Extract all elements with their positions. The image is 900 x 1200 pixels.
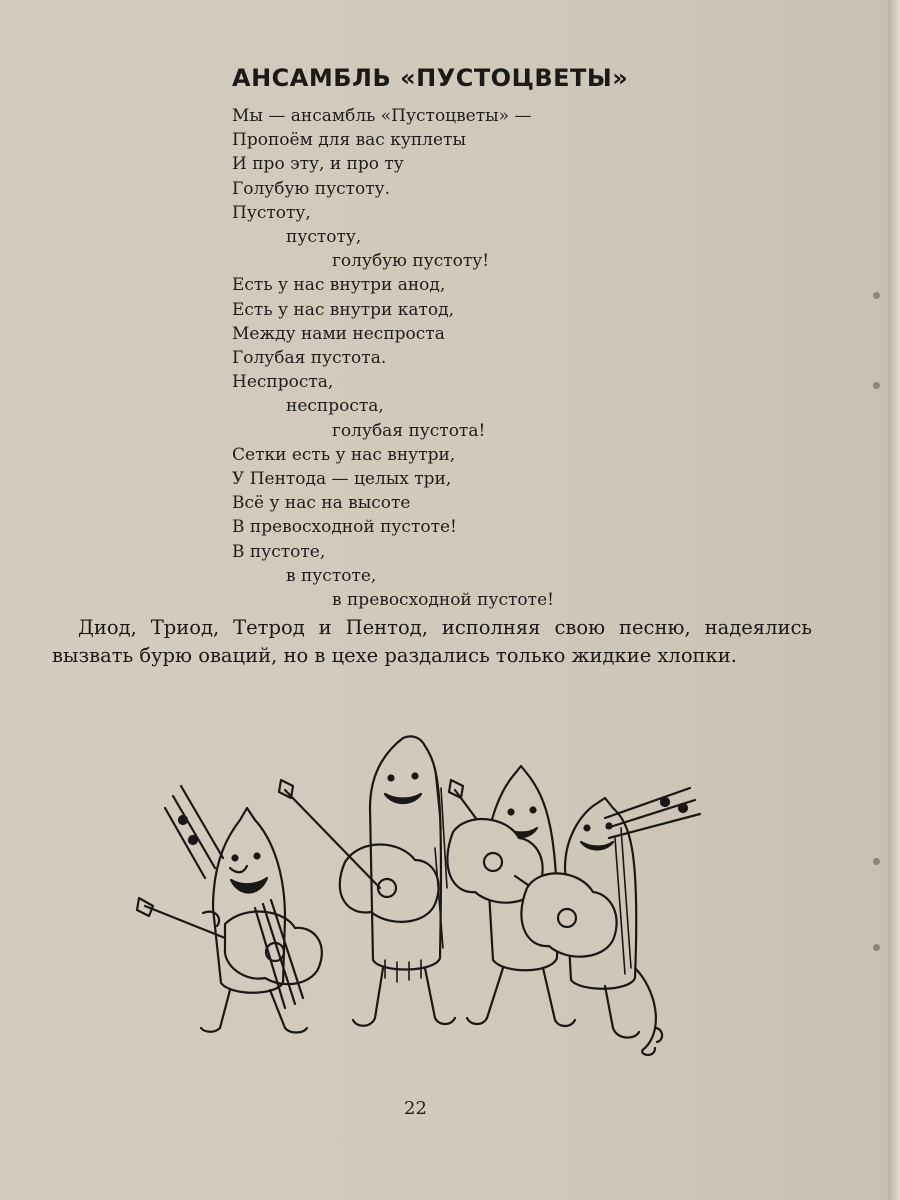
poem-line: И про эту, и про ту (232, 154, 404, 175)
binding-hole (873, 944, 880, 951)
poem-line: В пустоте, (232, 541, 326, 562)
vacuum-tube-guitar-band-illustration (135, 728, 715, 1068)
poem-line: Есть у нас внутри анод, (232, 275, 446, 296)
poem-line: голубую пустоту! (332, 251, 490, 272)
poem-line: голубая пустота! (332, 420, 486, 441)
next-page-edge (888, 0, 900, 1200)
poem-line: Мы — ансамбль «Пустоцветы» — (232, 106, 532, 126)
poem-line: В превосходной пустоте! (232, 517, 457, 538)
page-title: АНСАМБЛЬ «ПУСТОЦВЕТЫ» (232, 64, 629, 92)
poem (232, 104, 652, 612)
poem-line: Есть у нас внутри катод, (232, 299, 454, 320)
poem-line: в пустоте, (286, 565, 377, 586)
poem-line: в превосходной пустоте! (332, 590, 554, 611)
page-number: 22 (404, 1098, 427, 1119)
poem-line: Неспроста, (232, 372, 334, 393)
poem-line: У Пентода — целых три, (232, 469, 452, 490)
triode-tube-icon (279, 736, 455, 1025)
poem-line: Пустоту, (232, 202, 311, 223)
binding-hole (873, 382, 880, 389)
poem-line: Между нами неспроста (232, 323, 445, 344)
poem-line: пустоту, (286, 227, 362, 248)
poem-line: Голубую пустоту. (232, 178, 391, 199)
binding-hole (873, 858, 880, 865)
poem-line: Пропоём для вас куплеты (232, 130, 466, 151)
poem-line: Всё у нас на высоте (232, 493, 411, 514)
prose-text: Диод, Триод, Тетрод и Пентод, исполняя свою песню, надеялись вызвать бурю оваций, но в цехе раздались только жидкие хлопки. (52, 616, 812, 667)
poem-line: неспроста, (286, 396, 384, 417)
prose-paragraph (52, 614, 812, 670)
pentode-tube-icon (515, 788, 700, 1055)
binding-hole (873, 292, 880, 299)
poem-line: Сетки есть у нас внутри, (232, 444, 456, 465)
poem-line: Голубая пустота. (232, 348, 387, 369)
